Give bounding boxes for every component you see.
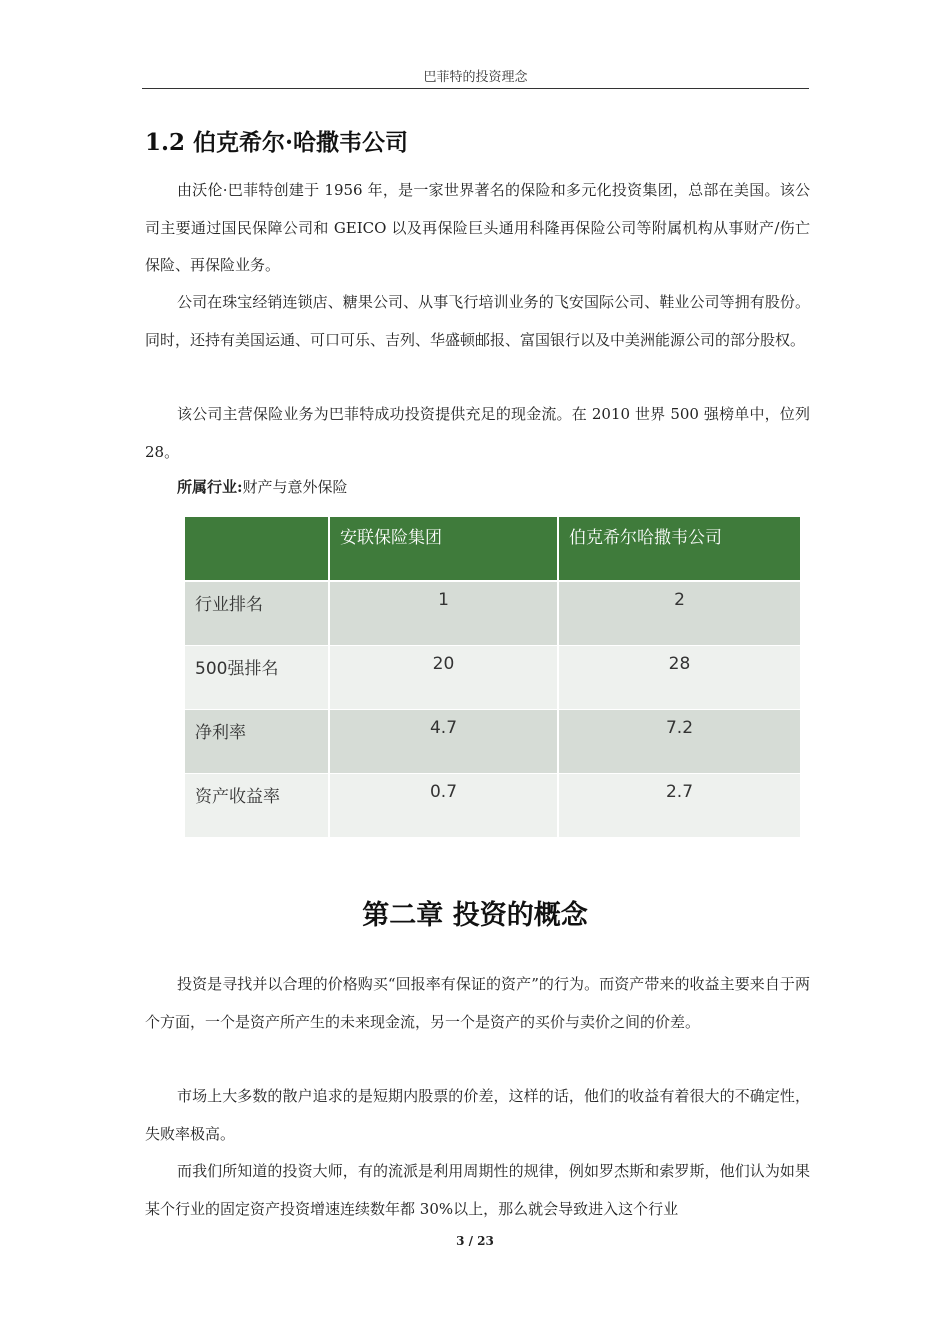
chapter-paragraph-1: 投资是寻找并以合理的价格购买“回报率有保证的资产”的行为。而资产带来的收益主要来自于两个方面，一个是资产所产生的未来现金流，另一个是资产的买价与卖价之间的价差。 [145, 975, 810, 1031]
row-label: 资产收益率 [184, 773, 329, 837]
cell-berkshire: 2 [558, 581, 801, 645]
section-paragraph-3: 该公司主营保险业务为巴菲特成功投资提供充足的现金流。在 2010 世界 500 强榜单中，位列 28。 [145, 405, 810, 461]
cell-berkshire: 2.7 [558, 773, 801, 837]
header-divider [142, 88, 809, 89]
industry-value: 财产与意外保险 [242, 478, 348, 496]
row-label: 行业排名 [184, 581, 329, 645]
table-row [184, 709, 801, 773]
table-row [184, 773, 801, 837]
cell-berkshire: 28 [558, 645, 801, 709]
row-label: 净利率 [184, 709, 329, 773]
table-header-row [184, 517, 801, 581]
page-header: 巴菲特的投资理念 [423, 70, 528, 85]
chapter-paragraph-2: 市场上大多数的散户追求的是短期内股票的价差，这样的话，他们的收益有着很大的不确定性，失败率极高。 [145, 1087, 810, 1143]
page-number: 3 / 23 [456, 1234, 494, 1248]
table-row [184, 645, 801, 709]
table-header-cell: 安联保险集团 [329, 517, 558, 581]
table-row [184, 581, 801, 645]
comparison-table [183, 517, 802, 838]
row-label: 500强排名 [184, 645, 329, 709]
cell-berkshire: 7.2 [558, 709, 801, 773]
industry-line [177, 476, 348, 497]
cell-allianz: 1 [329, 581, 558, 645]
cell-allianz: 0.7 [329, 773, 558, 837]
industry-label: 所属行业: [177, 478, 243, 496]
section-title: 1.2 伯克希尔·哈撒韦公司 [145, 129, 409, 156]
section-paragraph-1: 由沃伦·巴菲特创建于 1956 年，是一家世界著名的保险和多元化投资集团，总部在美国。该公司主要通过国民保障公司和 GEICO 以及再保险巨头通用科隆再保险公司等附属机构从事财产/伤亡保险、再保险业务。 [145, 181, 810, 274]
chapter-title: 第二章 投资的概念 [362, 900, 588, 931]
table-header-cell [184, 517, 329, 581]
section-paragraph-2: 公司在珠宝经销连锁店、糖果公司、从事飞行培训业务的飞安国际公司、鞋业公司等拥有股份。同时，还持有美国运通、可口可乐、吉列、华盛顿邮报、富国银行以及中美洲能源公司的部分股权。 [145, 293, 810, 349]
table-header-cell: 伯克希尔哈撒韦公司 [558, 517, 801, 581]
cell-allianz: 20 [329, 645, 558, 709]
cell-allianz: 4.7 [329, 709, 558, 773]
chapter-paragraph-3: 而我们所知道的投资大师，有的流派是利用周期性的规律，例如罗杰斯和索罗斯，他们认为如果某个行业的固定资产投资增速连续数年都 30%以上，那么就会导致进入这个行业 [145, 1162, 810, 1218]
